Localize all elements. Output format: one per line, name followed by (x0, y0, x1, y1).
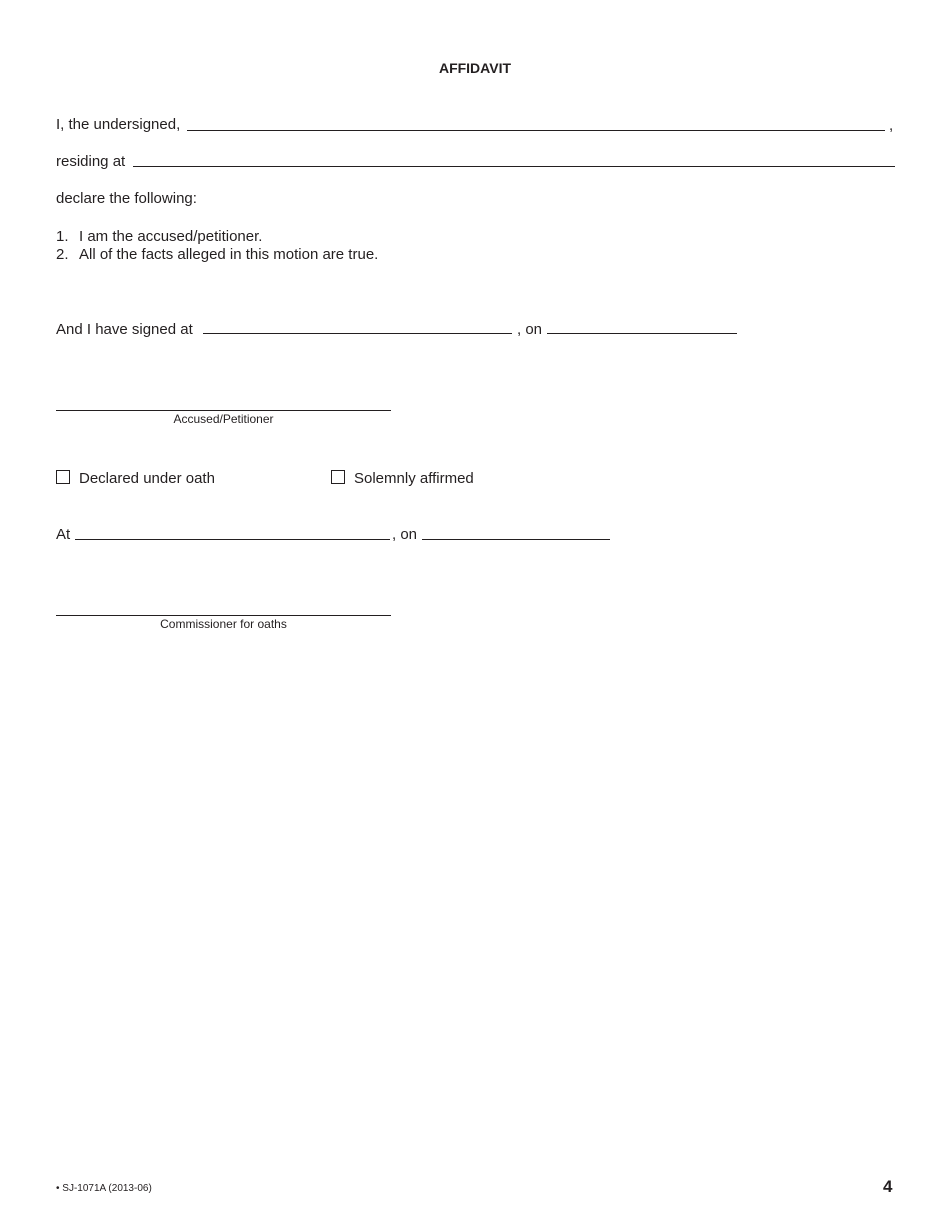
commissioner-at-label: At (56, 526, 71, 543)
signed-at-place-field[interactable] (203, 333, 512, 334)
accused-signature-line[interactable] (56, 410, 391, 411)
solemnly-affirmed-checkbox[interactable] (331, 470, 345, 484)
commissioner-date-field[interactable] (422, 539, 610, 540)
signed-at-label: And I have signed at (56, 321, 193, 338)
commissioner-place-field[interactable] (75, 539, 390, 540)
declaration-item-1 (56, 228, 262, 246)
page-number: 4 (883, 1177, 893, 1196)
signed-on-label: , on (517, 321, 543, 338)
commissioner-signature-line[interactable] (56, 615, 391, 616)
declaration-number: 1. (56, 228, 69, 245)
declaration-text: All of the facts alleged in this motion are true. (79, 246, 379, 263)
commissioner-on-label: , on (392, 526, 418, 543)
undersigned-label: I, the undersigned, (56, 116, 181, 133)
residing-label: residing at (56, 153, 126, 170)
undersigned-trailing-comma: , (889, 117, 894, 134)
form-code: • SJ-1071A (2013-06) (56, 1183, 152, 1194)
signed-on-date-field[interactable] (547, 333, 737, 334)
declaration-text: I am the accused/petitioner. (79, 228, 263, 245)
declared-under-oath-checkbox[interactable] (56, 470, 70, 484)
undersigned-name-field[interactable] (187, 130, 885, 131)
document-title: AFFIDAVIT (438, 60, 512, 76)
residing-address-field[interactable] (133, 166, 895, 167)
declaration-number: 2. (56, 246, 69, 263)
declared-under-oath-label: Declared under oath (79, 470, 215, 487)
declare-label: declare the following: (56, 190, 197, 207)
accused-signature-caption: Accused/Petitioner (173, 412, 274, 426)
declaration-item-2 (56, 246, 378, 264)
solemnly-affirmed-label: Solemnly affirmed (354, 470, 474, 487)
commissioner-signature-caption: Commissioner for oaths (160, 617, 287, 631)
